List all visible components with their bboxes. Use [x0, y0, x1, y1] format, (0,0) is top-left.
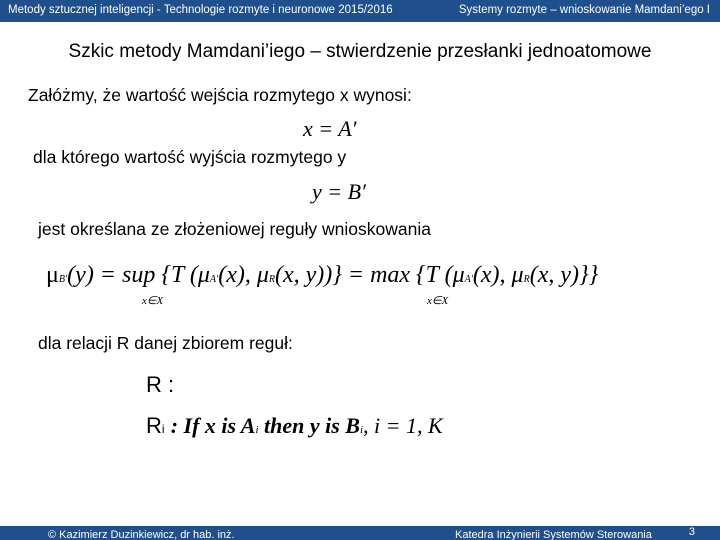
formula-y: y = B′	[312, 179, 366, 204]
text-line-3: jest określana ze złożeniowej reguły wnioskowania	[38, 219, 431, 239]
rule-r: R	[146, 413, 162, 438]
rule-then: then y is B	[258, 413, 360, 438]
formula-part-sup: (y) = sup {T (μ	[67, 262, 210, 288]
formula-part-mid: (x), μ	[218, 262, 269, 288]
footer-bar	[0, 526, 720, 540]
mu-subscript: B′	[58, 274, 68, 285]
footer-author: © Kazimierz Duzinkiewicz, dr hab. inż.	[48, 529, 235, 540]
max-underscript: x∈X	[427, 295, 449, 307]
formula-composition-rule	[46, 262, 598, 289]
rule-line	[146, 413, 443, 439]
rule-set-label: R :	[146, 372, 175, 397]
rule-bi-sub: i	[359, 424, 364, 436]
rule-range: , i = 1, K	[363, 413, 443, 438]
mu-symbol: μ	[46, 262, 59, 288]
formula-x: x = A′	[303, 116, 357, 141]
formula-part-end: (x, y)}}	[529, 262, 599, 288]
text-line-1: Załóżmy, że wartość wejścia rozmytego x wynosi:	[28, 85, 412, 105]
rule-if: : If x is A	[170, 413, 256, 438]
subscript-a2: A′	[464, 274, 473, 285]
sup-underscript: x∈X	[142, 295, 164, 307]
header-topic: Systemy rozmyte – wnioskowanie Mamdani’ego I	[458, 4, 710, 16]
text-line-2: dla którego wartość wyjścia rozmytego y	[33, 147, 347, 167]
formula-part-max: (x, y))} = max {T (μ	[275, 262, 465, 288]
slide-title: Szkic metody Mamdani’iego – stwierdzenie przesłanki jednoatomowe	[68, 41, 652, 62]
rule-ai-sub: i	[255, 424, 259, 436]
header-course-title: Metody sztucznej inteligencji - Technologie rozmyte i neuronowe 2015/2016	[8, 4, 393, 16]
subscript-a1: A′	[209, 274, 219, 285]
subscript-r2: R	[523, 274, 530, 285]
text-line-4: dla relacji R danej zbiorem reguł:	[38, 333, 293, 353]
subscript-r1: R	[268, 274, 275, 285]
footer-department: Katedra Inżynierii Systemów Sterowania	[455, 529, 652, 540]
page-number: 3	[688, 526, 695, 538]
rule-r-index: i	[161, 422, 165, 436]
header-bar	[0, 0, 720, 22]
formula-part-mid2: (x), μ	[472, 262, 524, 288]
